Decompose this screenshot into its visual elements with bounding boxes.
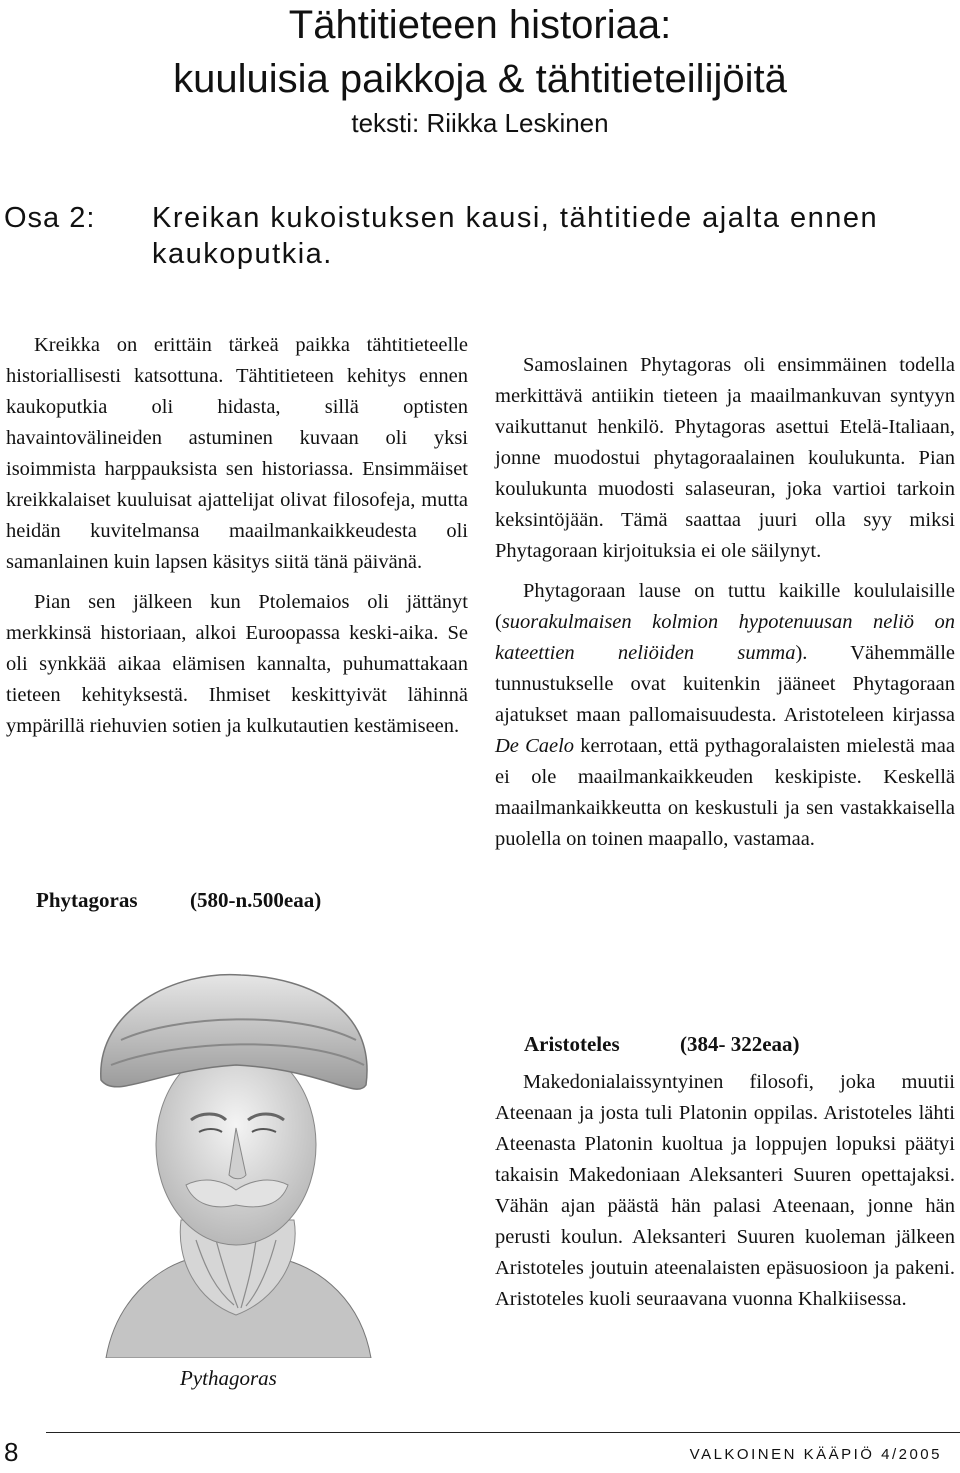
footer-divider: [46, 1432, 960, 1433]
intro-paragraph-1: Kreikka on erittäin tärkeä paikka tähtitieteelle historiallisesti katsottuna. Tähtitieteen kehitys ennen kaukoputkia oli hidasta, sillä optisten havaintovälineiden astuminen kuvaan oli yksi isoimmista harppauksista sen historiassa. Ensimmäiset kreikkalaiset kuuluisat ajattelijat olivat filosofeja, mutta heidän kuvitelmansa maailmankaikkeudesta oli samanlainen kuin lapsen käsitys siitä tänä päivänä.: [6, 334, 468, 573]
pythagoras-bust-image: [66, 970, 406, 1358]
image-caption: Pythagoras: [180, 1366, 277, 1390]
author-byline: teksti: Riikka Leskinen: [351, 108, 609, 138]
part-title: Kreikan kukoistuksen kausi, tähtitiede ajalta ennen kaukoputkia.: [152, 202, 879, 270]
aristoteles-column: [495, 1067, 955, 1315]
aristoteles-heading-name: Aristoteles: [524, 1032, 620, 1056]
part-label: Osa 2:: [4, 202, 96, 234]
aristoteles-paragraph-1: Makedonialaissyntyinen filosofi, joka muutii Ateenaan ja josta tuli Platonin oppilas. Aristoteles lähti Ateenasta Platonin kuoltua ja loppujen lopuksi päätyi takaisin Makedoniaan Aleksanteri Suuren opettajaksi. Vähän ajan päästä hän palasi Ateenaan, jonne hän perusti koulun. Aleksanteri Suuren kuoleman jälkeen Aristoteles joutuin ateenalaisten epäsuosioon ja pakeni. Aristoteles kuoli seuraavana vuonna Khalkiisessa.: [495, 1071, 955, 1310]
pythagoras-p2-part-a: Phytagoraan lause on tuttu kaikille koululaisille (: [495, 580, 955, 633]
page-title-line-2: kuuluisia paikkoja & tähtitieteilijöitä: [173, 57, 787, 101]
pythagoras-p2-part-b: ). Vähemmälle tunnustukselle ovat kuitenkin jääneet Phytagoraan ajatukset maan pallomaisuudesta. Aristoteleen kirjassa: [495, 642, 955, 726]
pythagoras-paragraph-1: Samoslainen Phytagoras oli ensimmäinen todella merkittävä antiikin tieteen ja maailmankuvan syntyyn vaikuttanut henkilö. Phytagoras asettui Etelä-Italiaan, jonne muodostui phytagoraalainen koulukunta. Pian koulukunta muodosti salaseuran, joka vartioi tarkoin keksintöjään. Tämä saattaa juuri olla syy miksi Phytagoraan kirjoituksia ei ole säilynyt.: [495, 354, 955, 562]
magazine-issue: VALKOINEN KÄÄPIÖ 4/2005: [689, 1446, 942, 1463]
pythagoras-heading-name: Phytagoras: [36, 888, 138, 912]
intro-paragraph-2: Pian sen jälkeen kun Ptolemaios oli jättänyt merkkinsä historiaan, alkoi Euroopassa keski-aika. Se oli synkkää aikaa elämisen kannalta, puhumattakaan tieteen kehityksestä. Ihmiset keskittyivät lähinnä ympärillä riehuvien sotien ja kulkutautien kestämiseen.: [6, 591, 468, 737]
page-title-line-1: Tähtitieteen historiaa:: [288, 3, 672, 47]
pythagorean-theorem-text: suorakulmaisen kolmion hypotenuusan neliö on kateettien neliöiden summa: [495, 611, 955, 664]
pythagoras-column: [495, 350, 955, 855]
book-title-de-caelo: De Caelo: [495, 735, 575, 757]
pythagoras-p2-part-c: kerrotaan, että pythagoralaisten mielestä maa ei ole maailmankaikkeuden keskipiste. Keskellä maailmankaikkeutta on keskustuli ja sen vastakkaisella puolella on toinen maapallo, vastamaa.: [495, 735, 956, 850]
pythagoras-heading-dates: (580-n.500eaa): [190, 888, 322, 912]
page-number: 8: [4, 1437, 19, 1467]
pythagoras-paragraph-2: [495, 576, 955, 855]
aristoteles-heading-dates: (384- 322eaa): [680, 1032, 800, 1056]
intro-column: [6, 330, 468, 742]
